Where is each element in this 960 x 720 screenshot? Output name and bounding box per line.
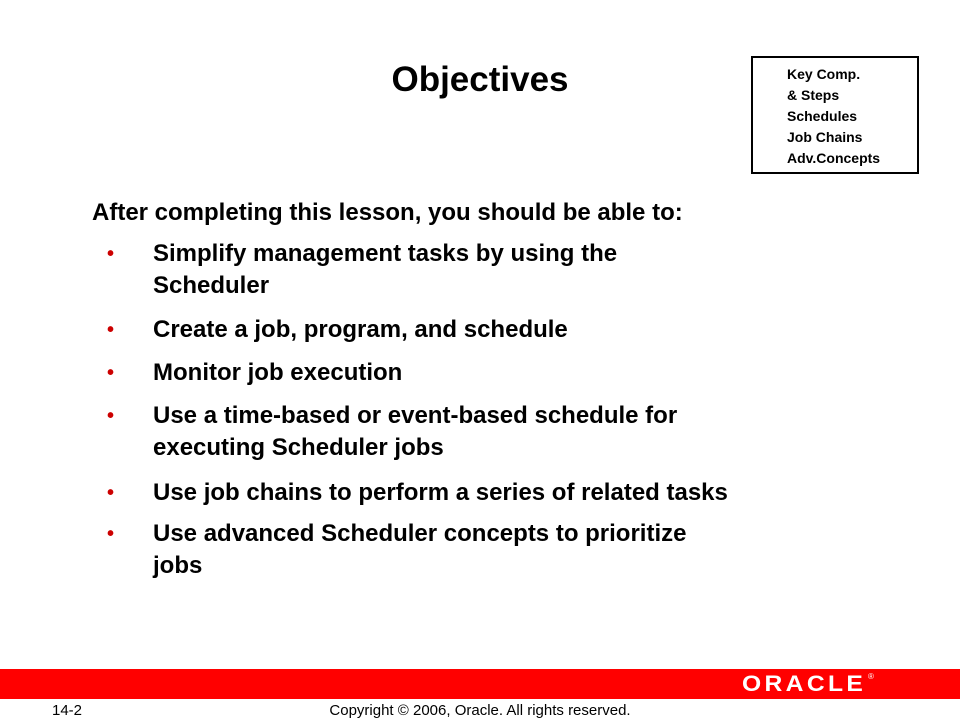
objective-line: Scheduler: [153, 272, 270, 299]
bullet-marker: •: [107, 243, 115, 265]
objective-line: Create a job, program, and schedule: [153, 316, 568, 343]
oracle-logo: ORACLE: [742, 671, 867, 696]
objective-line: Use advanced Scheduler concepts to prioritize: [153, 520, 687, 547]
nav-item-job-chains: Job Chains: [787, 129, 863, 145]
slide-title: Objectives: [391, 60, 569, 99]
objective-line: Simplify management tasks by using the: [153, 240, 618, 267]
objective-item: [107, 518, 873, 582]
topic-navigation-box: [751, 56, 919, 174]
objective-line: Monitor job execution: [153, 359, 403, 386]
bullet-marker: •: [107, 482, 115, 504]
objective-line: Use a time-based or event-based schedule for: [153, 402, 678, 429]
objective-item: [107, 477, 873, 509]
objective-item: [107, 314, 873, 346]
nav-item-schedules: Schedules: [787, 108, 858, 124]
page-number: 14-2: [52, 702, 83, 719]
objective-item: [107, 400, 873, 464]
bullet-marker: •: [107, 523, 115, 545]
objective-line: executing Scheduler jobs: [153, 434, 444, 461]
copyright-notice: Copyright © 2006, Oracle. All rights reserved.: [329, 702, 631, 719]
nav-item-steps: & Steps: [787, 87, 840, 103]
nav-item-key-components: Key Comp.: [787, 66, 861, 82]
nav-item-advanced-concepts: Adv.Concepts: [787, 150, 881, 166]
bullet-marker: •: [107, 362, 115, 384]
objective-item: [107, 238, 873, 302]
objective-line: jobs: [153, 552, 203, 579]
objective-item: [107, 357, 873, 389]
registered-mark: ®: [868, 672, 874, 681]
objective-line: Use job chains to perform a series of related tasks: [153, 479, 728, 506]
bullet-marker: •: [107, 319, 115, 341]
lesson-intro: After completing this lesson, you should be able to:: [92, 199, 683, 226]
bullet-marker: •: [107, 405, 115, 427]
